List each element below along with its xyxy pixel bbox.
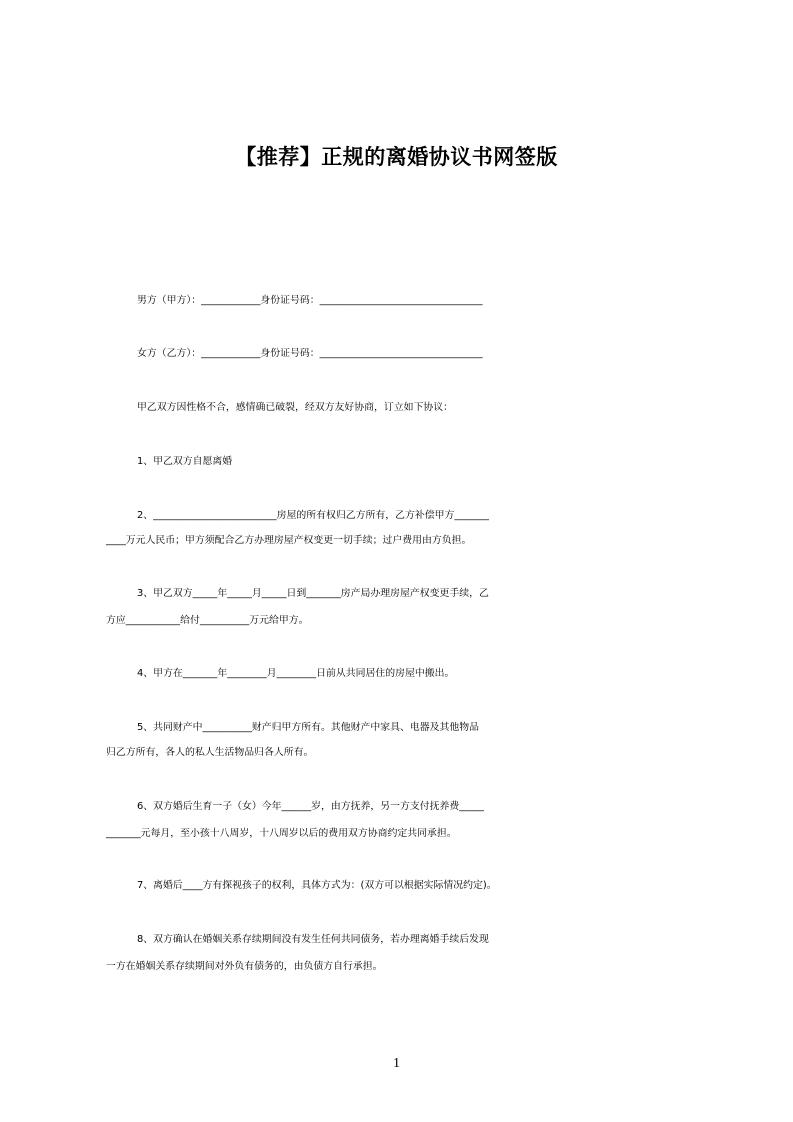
- clause-3-line-1: 3、甲乙双方_____年_____月_____日到_______房产局办理房屋产权变更手续，乙: [137, 588, 489, 599]
- clause-4: 4、甲方在_______年________月________日前从共同居住的房屋中搬出。: [137, 668, 455, 679]
- male-party-line: 男方（甲方）：____________身份证号码：_________________________________: [137, 295, 483, 306]
- clause-7: 7、离婚后____方有探视孩子的权利，具体方式为：(双方可以根据实际情况约定)。: [137, 880, 497, 891]
- page-number: 1: [393, 1056, 400, 1071]
- clause-5-line-1: 5、共同财产中__________财产归甲方所有。其他财产中家具、电器及其他物品: [137, 722, 480, 733]
- clause-2-line-2: ____万元人民币；甲方须配合乙方办理房屋产权变更一切手续；过户费用由方负担。: [106, 535, 472, 546]
- clause-2-line-1: 2、_________________________房屋的所有权归乙方所有，乙方补偿甲方_______: [137, 510, 489, 521]
- clause-6-line-2: _______元每月，至小孩十八周岁，十八周岁以后的费用双方协商约定共同承担。: [106, 828, 457, 839]
- female-party-line: 女方（乙方）：____________身份证号码：_________________________________: [137, 348, 483, 359]
- clause-6-line-1: 6、双方婚后生育一子（女）今年______岁，由方抚养，另一方支付抚养费_____: [137, 801, 484, 812]
- clause-8-line-2: 一方在婚姻关系存续期间对外负有债务的，由负债方自行承担。: [106, 961, 383, 972]
- clause-1: 1、甲乙双方自愿离婚: [137, 456, 233, 467]
- agreement-intro: 甲乙双方因性格不合，感情确已破裂，经双方友好协商，订立如下协议：: [137, 402, 454, 413]
- clause-8-line-1: 8、双方确认在婚姻关系存续期间没有发生任何共同债务，若办理离婚手续后发现: [137, 934, 489, 945]
- document-title: 【推荐】正规的离婚协议书网签版: [235, 145, 558, 169]
- clause-3-line-2: 方应___________给付__________万元给甲方。: [106, 615, 309, 626]
- clause-5-line-2: 归乙方所有，各人的私人生活物品归各人所有。: [106, 747, 314, 758]
